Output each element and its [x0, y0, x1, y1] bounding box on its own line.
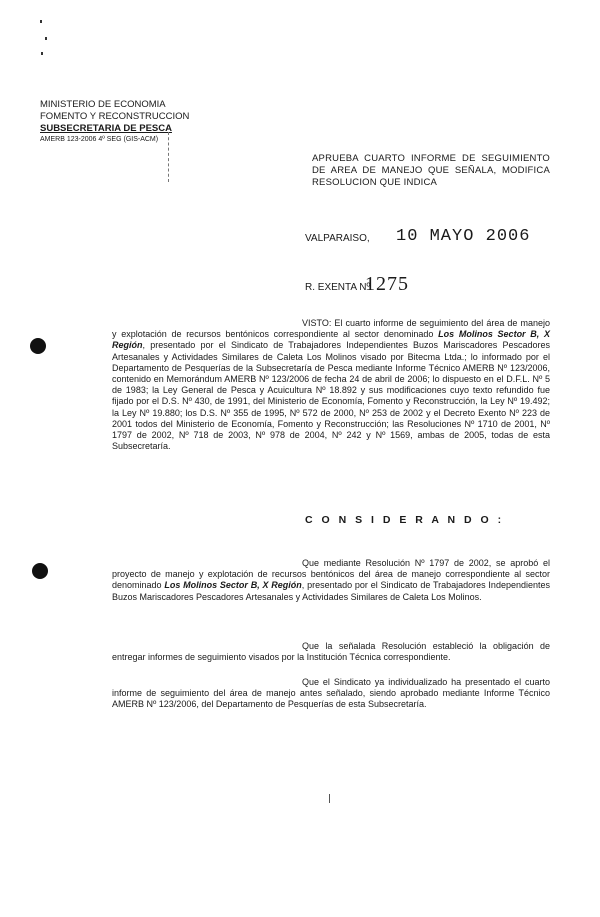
- office-stamp: [168, 132, 228, 182]
- scan-speck: [41, 52, 43, 55]
- visto-sector: Los Molinos Sector B, X Región: [112, 329, 550, 351]
- header-line-1: MINISTERIO DE ECONOMIA: [40, 99, 166, 110]
- considerando-paragraph-3: Que el Sindicato ya individualizado ha presentado el cuarto informe de seguimiento del área de manejo antes señalado, siendo aprobado mediante Informe Técnico AMERB Nº 123/2006, del Departamento de Pesquerías de esta Subsecretaría.: [112, 677, 550, 710]
- header-line-3: SUBSECRETARIA DE PESCA: [40, 123, 172, 134]
- visto-text-1: VISTO: El cuarto informe de seguimiento del área de manejo y explotación de recursos bentónicos correspondiente al sector denominado: [112, 318, 550, 340]
- considerando-paragraph-2: Que la señalada Resolución estableció la obligación de entregar informes de seguimiento visados por la Institución Técnica correspondiente.: [112, 641, 550, 663]
- punch-hole: [32, 563, 48, 579]
- visto-paragraph: [112, 318, 550, 452]
- exenta-label: R. EXENTA Nº: [305, 282, 371, 293]
- page-mark: [329, 794, 330, 803]
- resolution-summary: APRUEBA CUARTO INFORME DE SEGUIMIENTO DE AREA DE MANEJO QUE SEÑALA, MODIFICA RESOLUCION QUE INDICA: [312, 153, 550, 188]
- header-line-4: AMERB 123-2006 4º SEG (GIS-ACM): [40, 136, 159, 143]
- header-line-2: FOMENTO Y RECONSTRUCCION: [40, 111, 190, 122]
- exenta-number: 1275: [365, 273, 409, 295]
- punch-hole: [30, 338, 46, 354]
- considerando-paragraph-1: [112, 558, 550, 603]
- scan-speck: [40, 20, 42, 23]
- place-label: VALPARAISO,: [305, 233, 370, 244]
- p1-text-b: , presentado por el Sindicato de Trabajadores Independientes Buzos Mariscadores Pescadores Artesanales y Actividades Similares de Caleta Los Molinos.: [112, 580, 550, 602]
- visto-text-2: , presentado por el Sindicato de Trabajadores Independientes Buzos Mariscadores Pescadores Artesanales y Actividades Similares de Caleta Los Molinos visado por Bitecma Ltda.; lo informado por el Departamento de Pesquerías de la Subsecretaría de Pesca mediante Informe Técnico AMERB Nº 123/2006, contenido en Memorándum AMERB Nº 123/2006 de fecha 24 de abril de 2006; lo dispuesto en el D.F.L. Nº 5 de 1983; la Ley General de Pesca y Acuicultura Nº 18.892 y sus modificaciones cuyo texto refundido fue fijado por el D.S. Nº 430, de 1991, del Ministerio de Economía, Fomento y Reconstrucción, la Ley Nº 19.492; la Ley Nº 19.880; los D.S. Nº 355 de 1995, Nº 572 de 2000, Nº 253 de 2002 y el Decreto Exento Nº 223 de 2001 todos del Ministerio de Economía, Fomento y Reconstrucción; las Resoluciones Nº 1710 de 2001, Nº 1797 de 2002, Nº 718 de 2003, Nº 978 de 2004, Nº 242 y Nº 1569, ambas de 2005, todas de esta Subsecretaría.: [112, 340, 550, 452]
- p1-text-a: Que mediante Resolución Nº 1797 de 2002, se aprobó el proyecto de manejo y explotación de recursos bentónicos del área de manejo correspondiente al sector denominado: [112, 558, 550, 591]
- scan-speck: [45, 37, 47, 40]
- date-stamp: 10 MAYO 2006: [396, 227, 531, 246]
- p1-sector: Los Molinos Sector B, X Región: [164, 580, 302, 591]
- considerando-heading: C O N S I D E R A N D O :: [305, 514, 505, 526]
